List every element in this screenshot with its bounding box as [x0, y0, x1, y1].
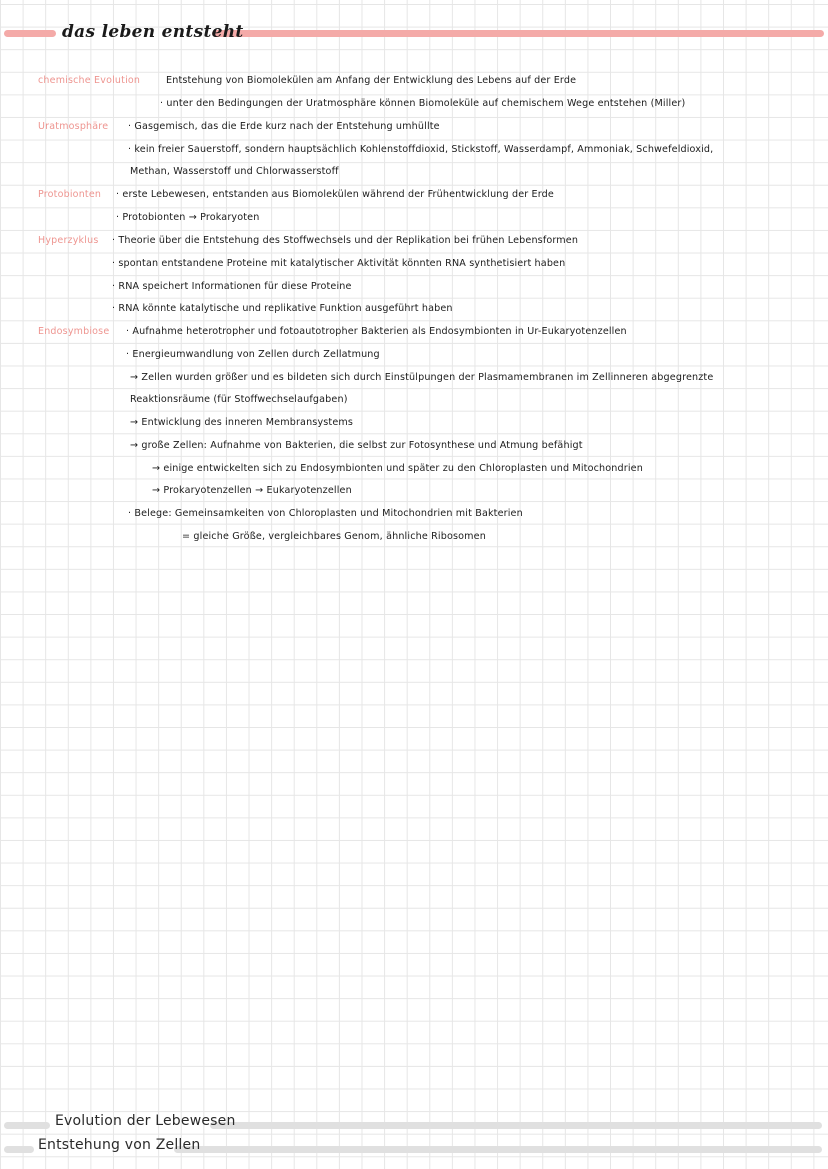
text-line: → Entwicklung des inneren Membransystems [130, 417, 354, 428]
text-line: · Gasgemisch, das die Erde kurz nach der Entstehung umhüllte [128, 121, 440, 132]
section-label-protobionten: Protobionten [38, 189, 102, 200]
text-line: Reaktionsräume (für Stoffwechselaufgaben) [130, 394, 348, 405]
footer-stroke-right-2 [174, 1146, 822, 1153]
text-line: · RNA könnte katalytische und replikative Funktion ausgeführt haben [112, 303, 453, 314]
footer-stroke-right-1 [210, 1122, 822, 1129]
text-line: Entstehung von Biomolekülen am Anfang der Entwicklung des Lebens auf der Erde [166, 75, 577, 86]
text-line: Methan, Wasserstoff und Chlorwasserstoff [130, 166, 339, 177]
text-line: · RNA speichert Informationen für diese Proteine [112, 281, 352, 292]
text-line: · kein freier Sauerstoff, sondern hauptsächlich Kohlenstoffdioxid, Stickstoff, Wasserdampf, Ammoniak, Schwefeldioxid, [128, 144, 714, 155]
section-label-chemische-evolution: chemische Evolution [38, 75, 141, 86]
text-line: → Zellen wurden größer und es bildeten sich durch Einstülpungen der Plasmamembranen im Zellinneren abgegrenzte [130, 372, 714, 383]
title-stroke-right [212, 30, 824, 37]
text-line: · Aufnahme heterotropher und fotoautotropher Bakterien als Endosymbionten in Ur-Eukaryotenzellen [126, 326, 627, 337]
text-line: → Prokaryotenzellen → Eukaryotenzellen [152, 485, 352, 496]
text-line: · spontan entstandene Proteine mit katalytischer Aktivität könnten RNA synthetisiert haben [112, 258, 566, 269]
footer-stroke-left-2 [4, 1146, 34, 1153]
text-line: → einige entwickelten sich zu Endosymbionten und später zu den Chloroplasten und Mitochondrien [152, 463, 643, 474]
text-line: · Protobionten → Prokaryoten [116, 212, 260, 223]
text-line: → große Zellen: Aufnahme von Bakterien, die selbst zur Fotosynthese und Atmung befähigt [130, 440, 583, 451]
text-line: · Theorie über die Entstehung des Stoffwechsels und der Replikation bei frühen Lebensformen [112, 235, 579, 246]
footer-subject: Evolution der Lebewesen [55, 1113, 236, 1129]
footer-topic: Entstehung von Zellen [38, 1137, 201, 1153]
footer-stroke-left-1 [4, 1122, 50, 1129]
section-label-hyperzyklus: Hyperzyklus [38, 235, 99, 246]
text-line: · Energieumwandlung von Zellen durch Zellatmung [126, 349, 380, 360]
section-label-endosymbiose: Endosymbiose [38, 326, 110, 337]
section-label-uratmosphaere: Uratmosphäre [38, 121, 109, 132]
text-line: = gleiche Größe, vergleichbares Genom, ähnliche Ribosomen [182, 531, 486, 542]
text-line: · erste Lebewesen, entstanden aus Biomolekülen während der Frühentwicklung der Erde [116, 189, 554, 200]
text-line: · Belege: Gemeinsamkeiten von Chloroplasten und Mitochondrien mit Bakterien [128, 508, 523, 519]
title-stroke-left [4, 30, 56, 37]
text-line: · unter den Bedingungen der Uratmosphäre können Biomoleküle auf chemischem Wege entstehen (Miller) [160, 98, 686, 109]
page-title: das leben entsteht [62, 22, 244, 42]
